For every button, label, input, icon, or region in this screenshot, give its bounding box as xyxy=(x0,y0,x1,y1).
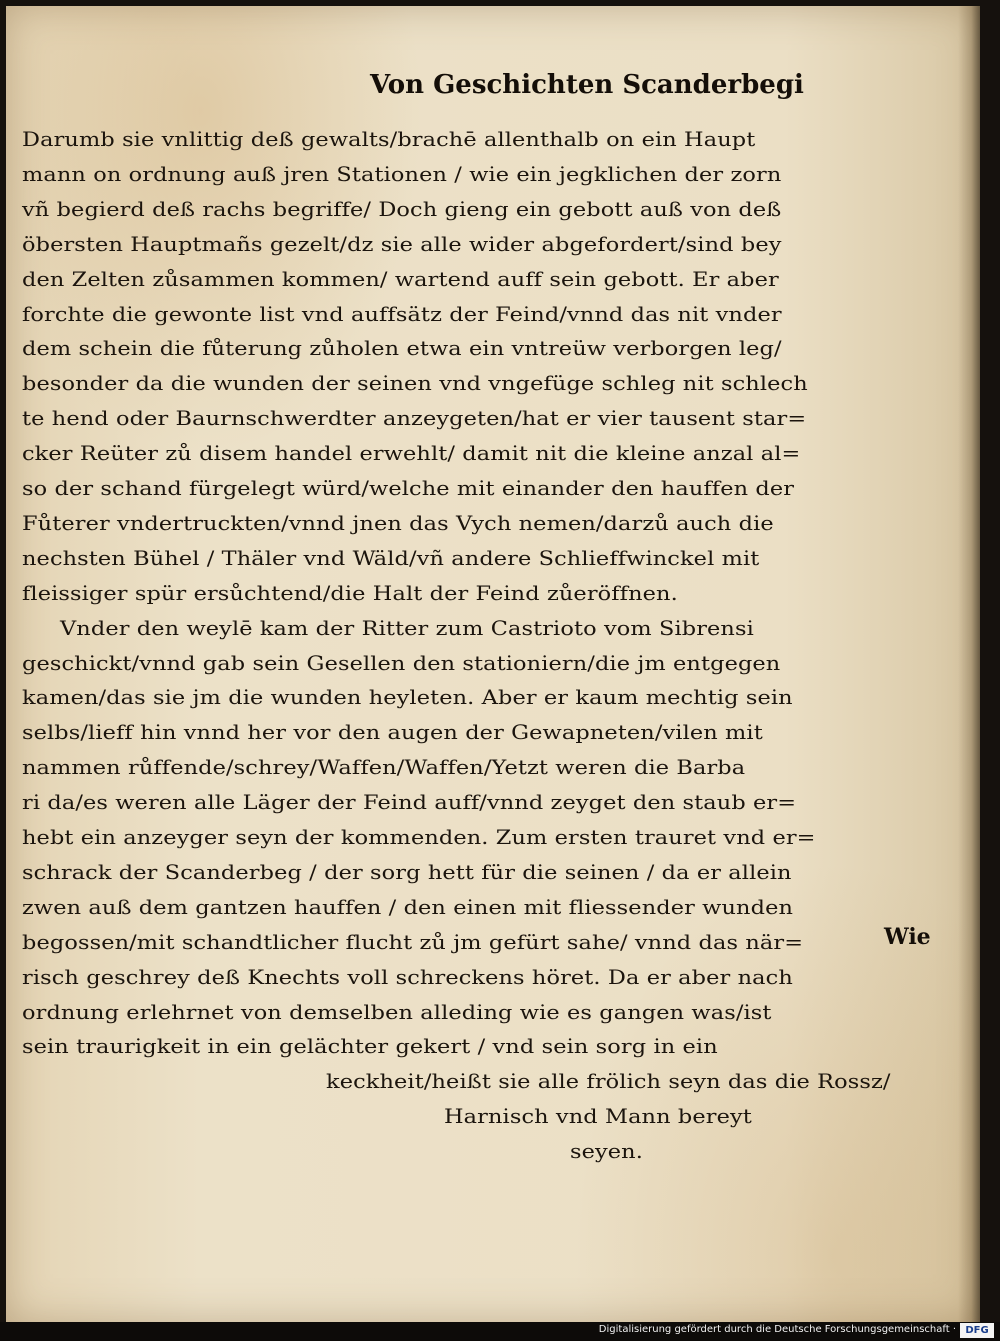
text-line: Harnisch vnd Mann bereyt xyxy=(444,1105,752,1129)
text-line: sein traurigkeit in ein gelächter gekert / vnd sein sorg in ein xyxy=(22,1035,718,1059)
text-line: kamen/das sie jm die wunden heyleten. Aber er kaum mechtig sein xyxy=(22,686,793,710)
text-line: vñ begierd deß rachs begriffe/ Doch gieng ein gebott auß von deß xyxy=(22,197,782,221)
page-gutter-shadow xyxy=(958,6,980,1322)
text-line: Darumb sie vnlittig deß gewalts/brachē allenthalb on ein Haupt xyxy=(22,128,756,151)
text-line: nechsten Bühel / Thäler vnd Wäld/vñ andere Schlieffwinckel mit xyxy=(22,546,760,570)
text-line: begossen/mit schandtlicher flucht zů jm gefürt sahe/ vnnd das när= xyxy=(22,930,804,954)
text-line: so der schand fürgelegt würd/welche mit einander den hauffen der xyxy=(22,477,795,500)
footer-credit: Digitalisierung gefördert durch die Deutsche Forschungsgemeinschaft · xyxy=(598,1324,956,1335)
text-line: den Zelten zůsammen kommen/ wartend auff sein gebott. Er aber xyxy=(22,267,779,291)
text-line: zwen auß dem gantzen hauffen / den einen mit fliessender wunden xyxy=(22,895,794,919)
text-line: hebt ein anzeyger seyn der kommenden. Zum ersten trauret vnd er= xyxy=(22,826,816,849)
text-line: cker Reüter zů disem handel erwehlt/ damit nit die kleine anzal al= xyxy=(22,442,801,466)
text-line: forchte die gewonte list vnd auffsätz der Feind/vnnd das nit vnder xyxy=(22,302,782,326)
text-line: risch geschrey deß Knechts voll schreckens höret. Da er aber nach xyxy=(22,965,793,989)
text-line: fleissiger spür ersůchtend/die Halt der Feind zůeröffnen. xyxy=(22,581,678,605)
text-line: seyen. xyxy=(570,1140,643,1164)
text-line: ordnung erlehrnet von demselben alleding wie es gangen was/ist xyxy=(22,1000,772,1024)
text-line: selbs/lieff hin vnnd her vor den augen der Gewapneten/vilen mit xyxy=(22,721,763,745)
dfg-logo-icon: DFG xyxy=(960,1323,994,1338)
text-line: öbersten Hauptmañs gezelt/dz sie alle wider abgefordert/sind bey xyxy=(22,232,782,256)
text-line: te hend oder Baurnschwerdter anzeygeten/hat er vier tausent star= xyxy=(22,407,807,431)
text-line: mann on ordnung auß jren Stationen / wie ein jegklichen der zorn xyxy=(22,162,782,186)
text-line: geschickt/vnnd gab sein Gesellen den stationiern/die jm entgegen xyxy=(22,651,781,675)
text-line: ri da/es weren alle Läger der Feind auff/vnnd zeyget den staub er= xyxy=(22,791,797,815)
text-line: Fůterer vndertruckten/vnnd jnen das Vych nemen/darzů auch die xyxy=(22,511,774,535)
text-line: Vnder den weylē kam der Ritter zum Castrioto vom Sibrensi xyxy=(60,616,754,640)
text-line: keckheit/heißt sie alle frölich seyn das die Rossz/ xyxy=(326,1070,891,1094)
text-line: dem schein die fůterung zůholen etwa ein vntreüw verborgen leg/ xyxy=(22,337,782,361)
catchword: Wie xyxy=(884,924,931,950)
text-line: schrack der Scanderbeg / der sorg hett für die seinen / da er allein xyxy=(22,860,792,884)
text-line: besonder da die wunden der seinen vnd vngefüge schleg nit schlech xyxy=(22,372,808,396)
text-line: nammen růffende/schrey/Waffen/Waffen/Yetzt weren die Barba xyxy=(22,756,746,780)
running-head: Von Geschichten Scanderbegi xyxy=(370,70,804,100)
